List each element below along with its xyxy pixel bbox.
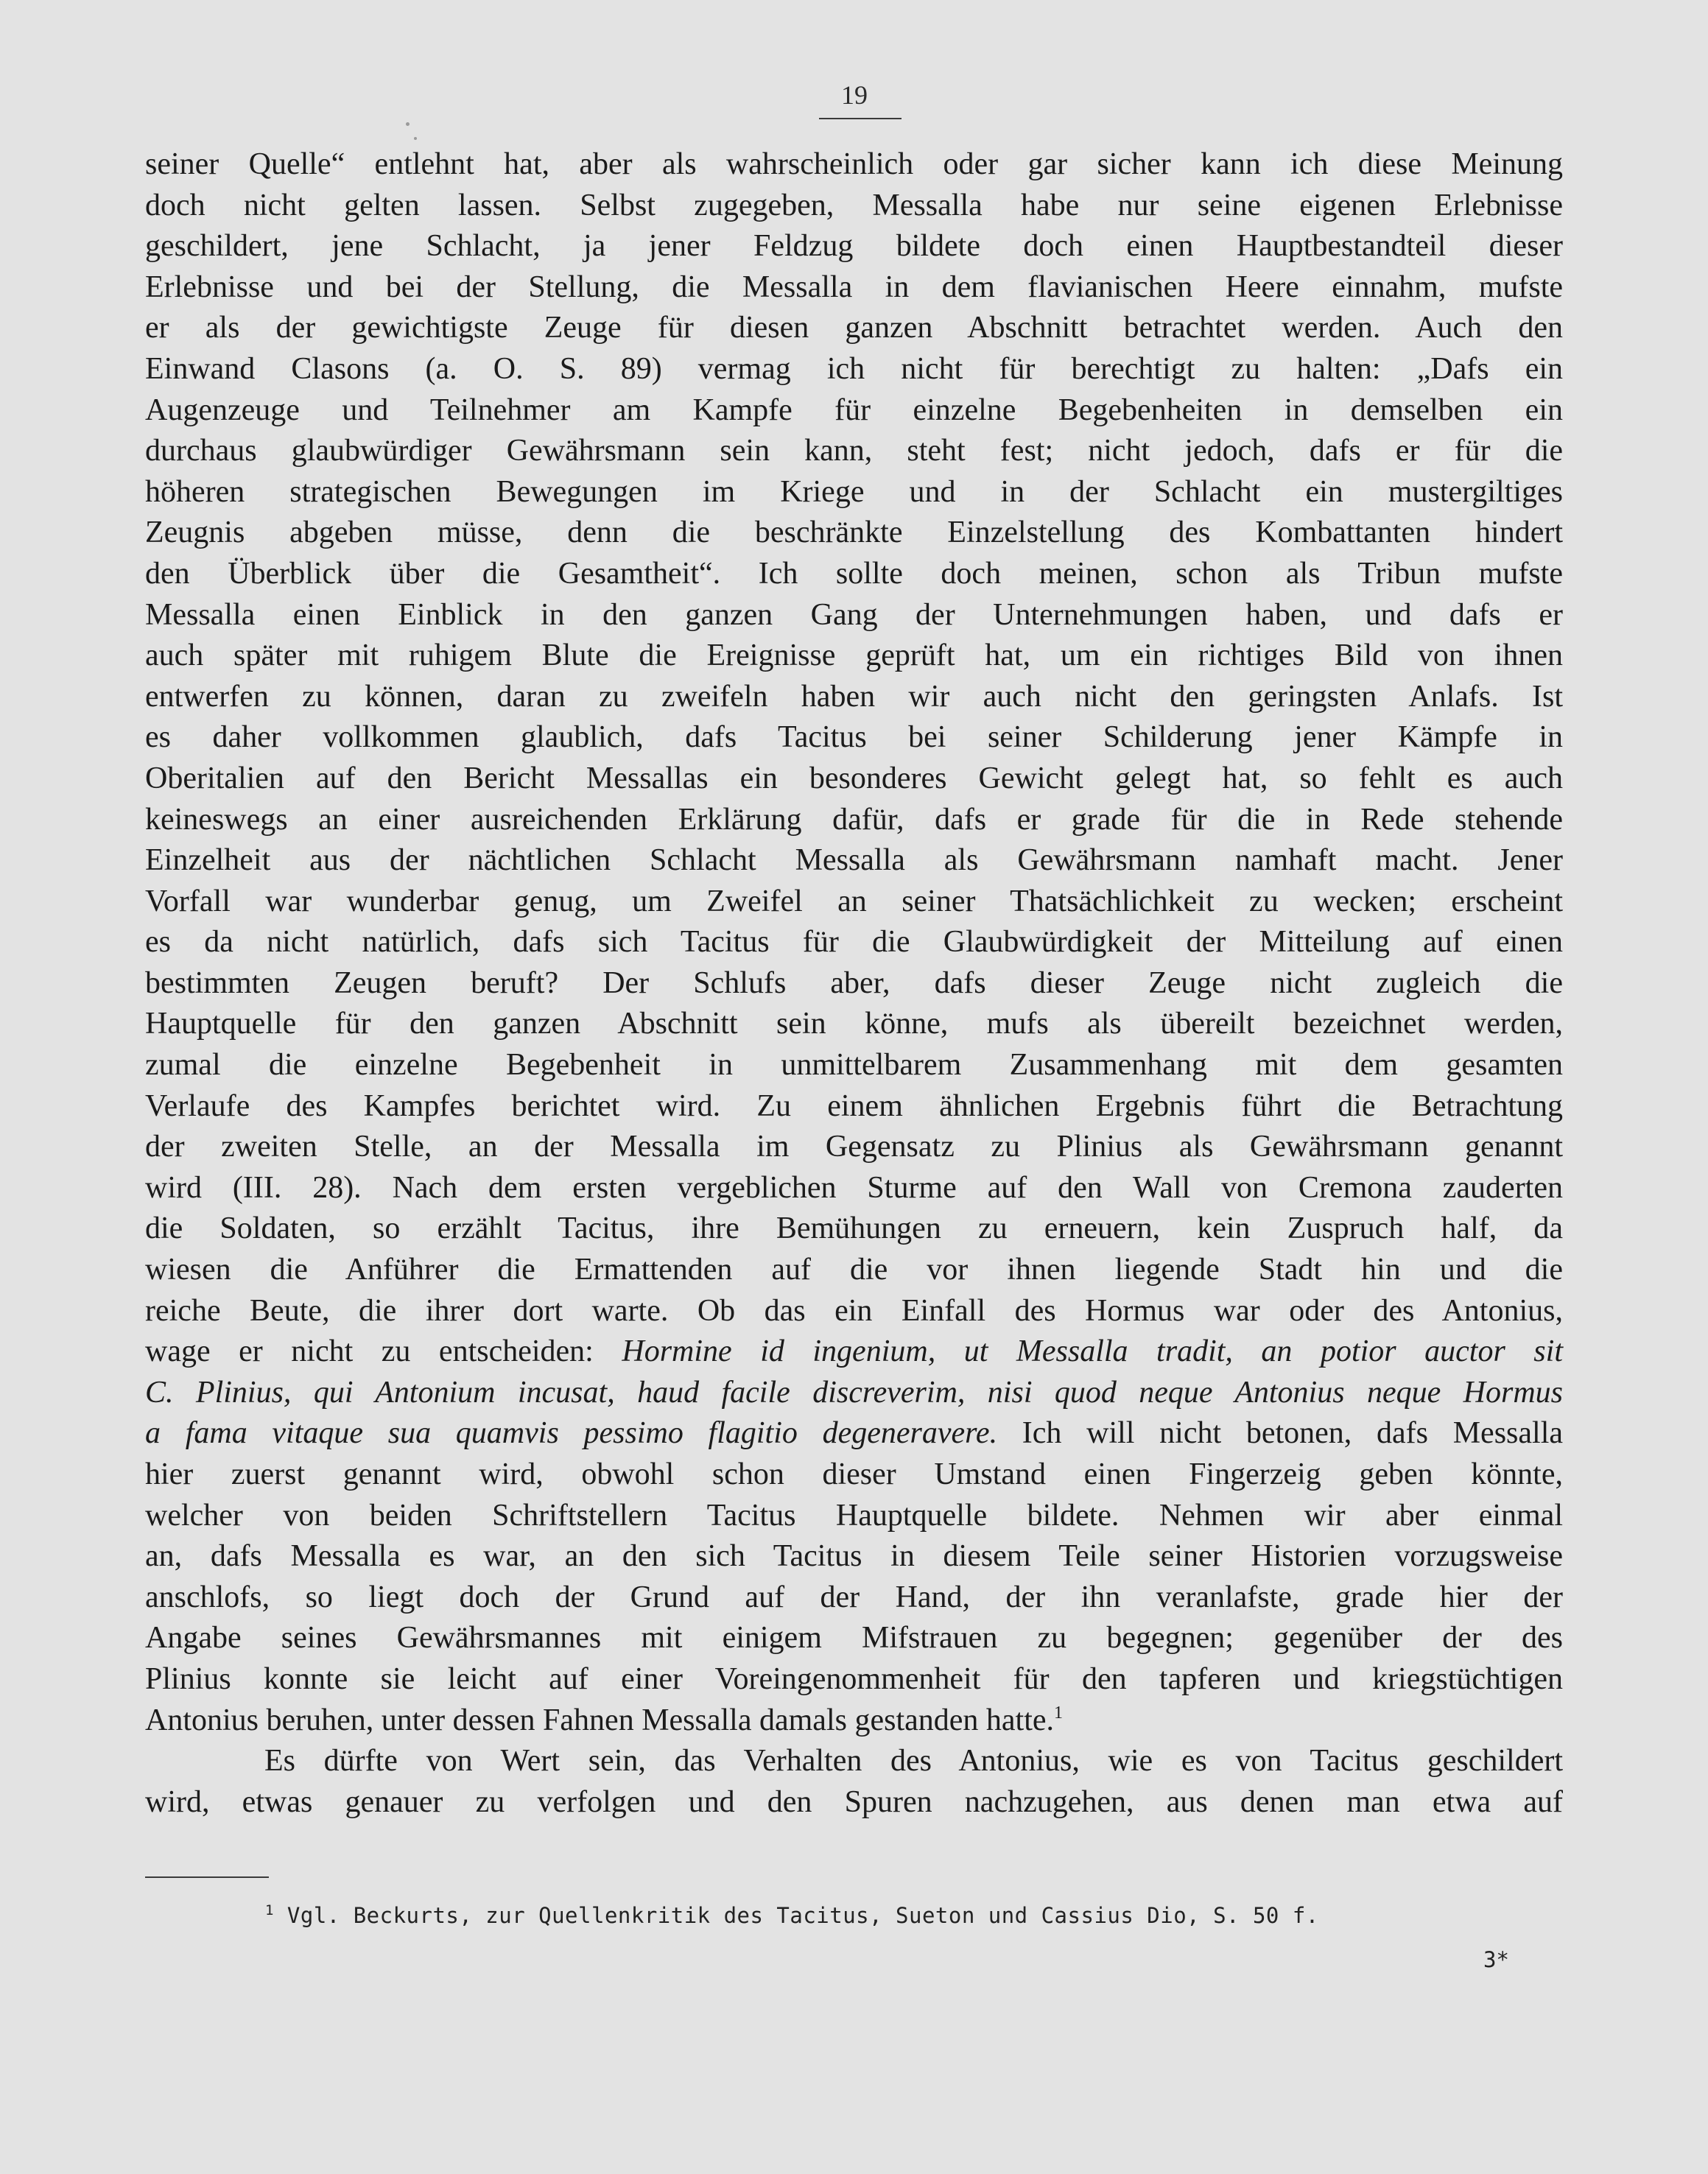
text-line: doch nicht gelten lassen. Selbst zugegeben, Messalla habe nur seine eigenen Erlebnisse xyxy=(145,188,1563,222)
text-line: reiche Beute, die ihrer dort warte. Ob das ein Einfall des Hormus war oder des Antonius, xyxy=(145,1293,1563,1328)
print-speck xyxy=(406,122,410,126)
footnote xyxy=(265,1903,1319,1928)
text-line: Einwand Clasons (a. O. S. 89) vermag ich nicht für berechtigt zu halten: „Dafs ein xyxy=(145,351,1563,386)
text-line: wird, etwas genauer zu verfolgen und den Spuren nachzugehen, aus denen man etwa auf xyxy=(145,1784,1563,1819)
text-line: zumal die einzelne Begebenheit in unmittelbarem Zusammenhang mit dem gesamten xyxy=(145,1048,1563,1083)
footnote-text: Vgl. Beckurts, zur Quellenkritik des Tacitus, Sueton und Cassius Dio, S. 50 f. xyxy=(273,1903,1319,1928)
footnote-marker: 1 xyxy=(265,1902,274,1918)
text-fragment: Ich will nicht betonen, dafs Messalla xyxy=(997,1416,1563,1451)
text-line: er als der gewichtigste Zeuge für diesen ganzen Abschnitt betrachtet werden. Auch den xyxy=(145,311,1563,345)
text-fragment: Antonius beruhen, unter dessen Fahnen Messalla damals gestanden hatte. xyxy=(145,1703,1055,1737)
latin-quotation: a fama vitaque sua quamvis pessimo flagitio degeneravere. xyxy=(145,1416,998,1451)
text-line xyxy=(145,1700,1563,1742)
text-line: wiesen die Anführer die Ermattenden auf die vor ihnen liegende Stadt hin und die xyxy=(145,1253,1563,1287)
text-line: die Soldaten, so erzählt Tacitus, ihre Bemühungen zu erneuern, kein Zuspruch half, da xyxy=(145,1211,1563,1246)
latin-quotation: Hormine id ingenium, ut Messalla tradit, an potior auctor sit xyxy=(622,1334,1563,1369)
text-line: es da nicht natürlich, dafs sich Tacitus für die Glaubwürdigkeit der Mitteilung auf einen xyxy=(145,925,1563,960)
text-line xyxy=(145,1413,1563,1454)
text-line: Einzelheit aus der nächtlichen Schlacht Messalla als Gewährsmann namhaft macht. Jener xyxy=(145,843,1563,878)
text-line: seiner Quelle“ entlehnt hat, aber als wahrscheinlich oder gar sicher kann ich diese Meinung xyxy=(145,147,1563,181)
text-line: Augenzeuge und Teilnehmer am Kampfe für einzelne Begebenheiten in demselben ein xyxy=(145,393,1563,427)
page-number-rule xyxy=(819,118,902,119)
footnote-rule xyxy=(145,1876,269,1878)
text-line: den Überblick über die Gesamtheit“. Ich sollte doch meinen, schon als Tribun mufste xyxy=(145,556,1563,591)
text-line: Hauptquelle für den ganzen Abschnitt sein könne, mufs als übereilt bezeichnet werden, xyxy=(145,1007,1563,1041)
text-line: anschlofs, so liegt doch der Grund auf der Hand, der ihn veranlafste, grade hier der xyxy=(145,1580,1563,1614)
text-line: welcher von beiden Schriftstellern Tacitus Hauptquelle bildete. Nehmen wir aber einmal xyxy=(145,1498,1563,1533)
text-line: auch später mit ruhigem Blute die Ereignisse geprüft hat, um ein richtiges Bild von ihnen xyxy=(145,639,1563,673)
signature-mark: 3* xyxy=(1483,1947,1509,1972)
text-line: an, dafs Messalla es war, an den sich Tacitus in diesem Teile seiner Historien vorzugsweise xyxy=(145,1539,1563,1574)
print-speck xyxy=(414,137,417,140)
text-line: hier zuerst genannt wird, obwohl schon dieser Umstand einen Fingerzeig geben könnte, xyxy=(145,1457,1563,1491)
page-number: 19 xyxy=(841,80,868,110)
main-text xyxy=(145,144,1563,1823)
text-line: wird (III. 28). Nach dem ersten vergeblichen Sturme auf den Wall von Cremona zauderten xyxy=(145,1170,1563,1205)
text-line: Messalla einen Einblick in den ganzen Gang der Unternehmungen haben, und dafs er xyxy=(145,597,1563,632)
text-line: entwerfen zu können, daran zu zweifeln haben wir auch nicht den geringsten Anlafs. Ist xyxy=(145,679,1563,714)
text-line: keineswegs an einer ausreichenden Erklärung dafür, dafs er grade für die in Rede stehende xyxy=(145,802,1563,837)
text-line: Es dürfte von Wert sein, das Verhalten des Antonius, wie es von Tacitus geschildert xyxy=(264,1744,1563,1779)
text-line: Erlebnisse und bei der Stellung, die Messalla in dem flavianischen Heere einnahm, mufste xyxy=(145,270,1563,304)
text-fragment: wage er nicht zu entscheiden: xyxy=(145,1334,622,1369)
text-line: Angabe seines Gewährsmannes mit einigem Mifstrauen zu begegnen; gegenüber der des xyxy=(145,1621,1563,1656)
footnote-reference: 1 xyxy=(1054,1703,1064,1723)
text-line: geschildert, jene Schlacht, ja jener Feldzug bildete doch einen Hauptbestandteil dieser xyxy=(145,229,1563,264)
latin-quotation: C. Plinius, qui Antonium incusat, haud facile discreverim, nisi quod neque Antonius neque Hormus xyxy=(145,1375,1563,1410)
text-line: Oberitalien auf den Bericht Messallas ein besonderes Gewicht gelegt hat, so fehlt es auch xyxy=(145,761,1563,795)
text-line: Verlaufe des Kampfes berichtet wird. Zu einem ähnlichen Ergebnis führt die Betrachtung xyxy=(145,1088,1563,1123)
text-line xyxy=(145,1332,1563,1373)
text-line: Vorfall war wunderbar genug, um Zweifel an seiner Thatsächlichkeit zu wecken; erscheint xyxy=(145,884,1563,918)
text-line: höheren strategischen Bewegungen im Kriege und in der Schlacht ein mustergiltiges xyxy=(145,474,1563,509)
text-line: Plinius konnte sie leicht auf einer Voreingenommenheit für den tapferen und kriegstüchtigen xyxy=(145,1661,1563,1696)
text-line: durchaus glaubwürdiger Gewährsmann sein kann, steht fest; nicht jedoch, dafs er für die xyxy=(145,434,1563,468)
text-line: es daher vollkommen glaublich, dafs Tacitus bei seiner Schilderung jener Kämpfe in xyxy=(145,720,1563,755)
text-line: Zeugnis abgeben müsse, denn die beschränkte Einzelstellung des Kombattanten hindert xyxy=(145,516,1563,550)
text-line: bestimmten Zeugen beruft? Der Schlufs aber, dafs dieser Zeuge nicht zugleich die xyxy=(145,965,1563,1000)
text-line: der zweiten Stelle, an der Messalla im Gegensatz zu Plinius als Gewährsmann genannt xyxy=(145,1130,1563,1164)
